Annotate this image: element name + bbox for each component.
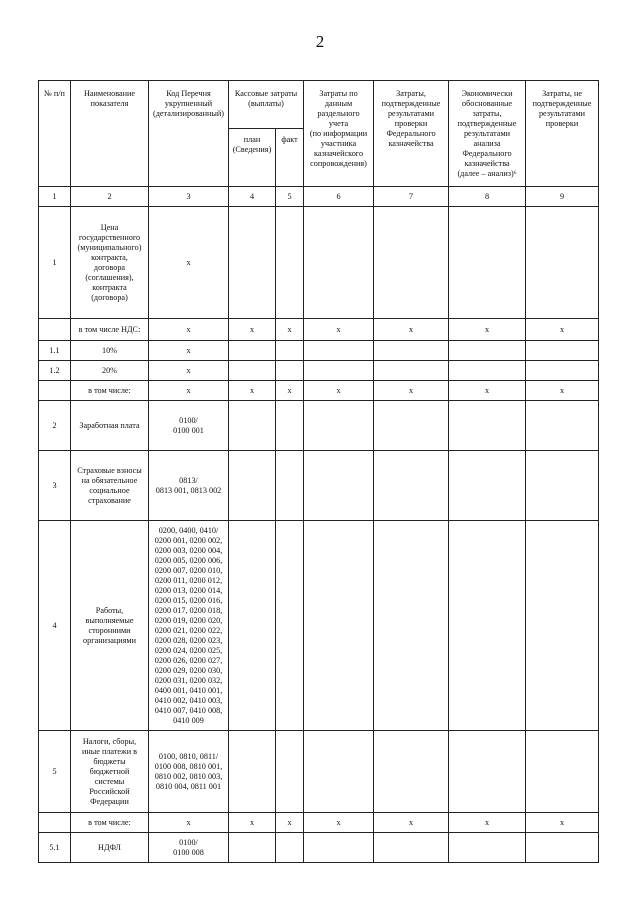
table-cell: x	[374, 319, 449, 341]
table-cell	[39, 319, 71, 341]
table-cell	[276, 207, 304, 319]
table-row	[39, 341, 599, 361]
table-cell: 0100, 0810, 0811/ 0100 008, 0810 001, 0810 002, 0810 003, 0810 004, 0811 001	[149, 731, 229, 813]
header-fact: факт	[276, 129, 304, 187]
table-row	[39, 319, 599, 341]
table-cell	[39, 813, 71, 833]
table-cell	[229, 207, 276, 319]
table-row	[39, 451, 599, 521]
table-cell	[229, 833, 276, 863]
table-cell: x	[276, 381, 304, 401]
table-cell	[449, 833, 526, 863]
table-cell	[526, 341, 599, 361]
table-cell: в том числе:	[71, 813, 149, 833]
table-cell: x	[149, 207, 229, 319]
table-cell	[229, 521, 276, 731]
table-cell	[374, 521, 449, 731]
column-number: 5	[276, 187, 304, 207]
table-cell: x	[374, 813, 449, 833]
table-cell: x	[276, 813, 304, 833]
column-number: 3	[149, 187, 229, 207]
header-plan: план (Сведения)	[229, 129, 276, 187]
table-cell: 0813/ 0813 001, 0813 002	[149, 451, 229, 521]
table-row	[39, 731, 599, 813]
table-cell	[39, 381, 71, 401]
table-cell: x	[304, 381, 374, 401]
table-cell: x	[526, 381, 599, 401]
table-cell	[304, 451, 374, 521]
column-number: 4	[229, 187, 276, 207]
table-cell: x	[374, 381, 449, 401]
table-cell: 1	[39, 207, 71, 319]
table-cell: x	[149, 361, 229, 381]
table-cell	[374, 731, 449, 813]
table-cell: 2	[39, 401, 71, 451]
header-col6: Затраты по данным раздельного учета (по информации участника казначейского сопровождения)	[304, 81, 374, 187]
table-cell: в том числе:	[71, 381, 149, 401]
table-cell	[304, 341, 374, 361]
table-cell	[449, 341, 526, 361]
table-cell	[526, 207, 599, 319]
table-cell	[304, 361, 374, 381]
table-cell	[304, 731, 374, 813]
table-cell	[526, 731, 599, 813]
table-cell: 20%	[71, 361, 149, 381]
column-number: 9	[526, 187, 599, 207]
table-cell: 0200, 0400, 0410/ 0200 001, 0200 002, 0200 003, 0200 004, 0200 005, 0200 006, 0200 007, 0200 010, 0200 011, 0200 012, 0200 013, 0200 014, 0200 015, 0200 016, 0200 017, 0200 018, 0200 019, 0200 020, 0200 021, 0200 022, 0200 028, 0200 023, 0200 024, 0200 025, 0200 026, 0200 027, 0200 029, 0200 030, 0200 031, 0200 032, 0400 001, 0410 001, 0410 002, 0410 003, 0410 007, 0410 008, 0410 009	[149, 521, 229, 731]
table-cell	[449, 521, 526, 731]
header-col9: Затраты, не подтвержденные результатами проверки	[526, 81, 599, 187]
table-cell	[449, 401, 526, 451]
table-cell	[276, 361, 304, 381]
table-cell	[526, 401, 599, 451]
table-cell	[304, 833, 374, 863]
table-cell: x	[149, 341, 229, 361]
table-row	[39, 521, 599, 731]
table-cell: 1.2	[39, 361, 71, 381]
table-cell: x	[229, 813, 276, 833]
table-cell: x	[304, 813, 374, 833]
header-num: № п/п	[39, 81, 71, 187]
table-cell: x	[276, 319, 304, 341]
table-cell	[449, 731, 526, 813]
table-cell: x	[449, 381, 526, 401]
table-cell: x	[229, 319, 276, 341]
table-cell	[229, 361, 276, 381]
table-cell	[526, 521, 599, 731]
column-number: 1	[39, 187, 71, 207]
table-row	[39, 361, 599, 381]
table-cell: x	[449, 813, 526, 833]
table-cell	[449, 207, 526, 319]
table-cell	[374, 207, 449, 319]
table-cell	[374, 401, 449, 451]
table-cell	[374, 833, 449, 863]
table-cell	[526, 451, 599, 521]
table-cell: Страховые взносы на обязательное социальное страхование	[71, 451, 149, 521]
table-cell	[276, 401, 304, 451]
column-number: 7	[374, 187, 449, 207]
table-cell: 4	[39, 521, 71, 731]
table-cell	[526, 833, 599, 863]
header-col8: Экономически обоснованные затраты, подтвержденные результатами анализа Федерального казначейства (далее – анализ)⁶	[449, 81, 526, 187]
header-name: Наименование показателя	[71, 81, 149, 187]
table-cell	[276, 833, 304, 863]
table-cell	[276, 521, 304, 731]
table-cell: 5.1	[39, 833, 71, 863]
column-numbers-row	[39, 187, 599, 207]
table-cell: x	[149, 319, 229, 341]
table-row	[39, 207, 599, 319]
table-cell: 0100/ 0100 001	[149, 401, 229, 451]
table-cell: 10%	[71, 341, 149, 361]
table-cell: 5	[39, 731, 71, 813]
table-cell	[276, 451, 304, 521]
table-cell: x	[304, 319, 374, 341]
table-row	[39, 381, 599, 401]
table-cell	[229, 401, 276, 451]
table-cell: x	[229, 381, 276, 401]
table-cell	[276, 341, 304, 361]
header-cash-expenses: Кассовые затраты (выплаты)	[229, 81, 304, 129]
table-cell: 3	[39, 451, 71, 521]
expenses-table	[38, 80, 599, 863]
table-cell	[304, 401, 374, 451]
column-number: 2	[71, 187, 149, 207]
table-cell	[449, 451, 526, 521]
table-cell	[449, 361, 526, 381]
table-cell: x	[526, 813, 599, 833]
table-cell: x	[149, 381, 229, 401]
table-cell	[229, 341, 276, 361]
table-cell: Цена государственного (муниципального) контракта, договора (соглашения), контракта (договора)	[71, 207, 149, 319]
table-cell: в том числе НДС:	[71, 319, 149, 341]
table-cell	[229, 731, 276, 813]
table-cell: 0100/ 0100 008	[149, 833, 229, 863]
header-col7: Затраты, подтвержденные результатами проверки Федерального казначейства	[374, 81, 449, 187]
table-cell: x	[526, 319, 599, 341]
table-cell	[229, 451, 276, 521]
table-row	[39, 401, 599, 451]
table-cell: x	[149, 813, 229, 833]
table-cell	[304, 521, 374, 731]
table-cell	[304, 207, 374, 319]
header-row	[39, 81, 599, 129]
table-cell: x	[449, 319, 526, 341]
table-cell	[374, 451, 449, 521]
table-cell: 1.1	[39, 341, 71, 361]
table-cell: Работы, выполняемые сторонними организациями	[71, 521, 149, 731]
page-number: 2	[315, 32, 325, 51]
table-cell	[374, 341, 449, 361]
table-row	[39, 813, 599, 833]
table-cell	[526, 361, 599, 381]
table-cell: Заработная плата	[71, 401, 149, 451]
table-row	[39, 833, 599, 863]
column-number: 8	[449, 187, 526, 207]
table-cell: НДФЛ	[71, 833, 149, 863]
table-cell	[276, 731, 304, 813]
column-number: 6	[304, 187, 374, 207]
table-cell: Налоги, сборы, иные платежи в бюджеты бюджетной системы Российской Федерации	[71, 731, 149, 813]
table-cell	[374, 361, 449, 381]
header-code: Код Перечня укрупненный (детализированный)	[149, 81, 229, 187]
